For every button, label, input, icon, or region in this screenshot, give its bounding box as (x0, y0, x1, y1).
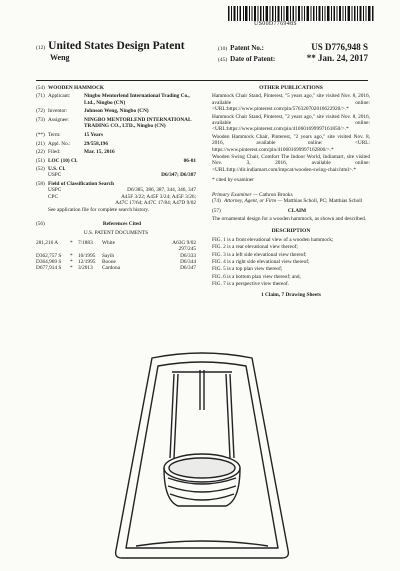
figure-description: FIG. 3 is a left side elevational view thereof; (212, 251, 307, 258)
field-code: (**) (36, 132, 45, 139)
assignee: NINGBO MENTORLEND INTERNATIONAL TRADING CO., LTD., Ningbo (CN) (84, 116, 192, 130)
publications-column (212, 85, 370, 298)
field-code: (12) (36, 45, 46, 51)
filed-date: Mar. 15, 2016 (84, 149, 115, 156)
patent-date-label: Date of Patent: (230, 55, 276, 63)
ref-class: D6/333 (180, 252, 196, 259)
figure-description: FIG. 7 is a perspective view thereof. (212, 281, 290, 288)
patent-number: US D776,948 S (311, 42, 368, 52)
us-class: D6/347; D6/387 (161, 172, 196, 179)
field-label: Inventor: (48, 108, 68, 115)
patent-number-row (218, 42, 368, 53)
publication-entry: Hammock Chair Stand, Pinterest, "2 years ago," site visited Nov. 8, 2016, available online: <URL:https://www.pinterest.com/pin/410601699997161850/>.* (212, 113, 370, 133)
field-code: (10) (218, 46, 228, 52)
field-label: USPC (48, 187, 62, 194)
search-uspc: D6/385, 386, 387, 344, 346, 347 (127, 187, 196, 194)
ref-number: 281,216 A (36, 239, 59, 246)
applicant: Ningbo Mentorlend International Trading Co., Ltd., Ningbo (CN) (84, 93, 190, 106)
figure-description: FIG. 4 is a right side elevational view thereof; (212, 258, 310, 265)
claim-text: The ornamental design for a wooden hammock, as shown and described. (212, 215, 367, 222)
field-57 (212, 208, 370, 214)
ref-star: * (70, 239, 73, 246)
figure-description: FIG. 1 is a front elevational view of a wooden hammock; (212, 236, 334, 243)
reference-row (36, 240, 196, 246)
field-code: (22) (36, 149, 45, 156)
field-label: Attorney, Agent, or Firm (224, 198, 277, 205)
header-divider (36, 80, 368, 81)
ref-class-2: 297/245 (178, 246, 196, 253)
barcode (228, 6, 374, 21)
ref-name: White (102, 239, 115, 246)
claims-summary: 1 Claim, 7 Drawing Sheets (261, 291, 321, 298)
field-code: (51) (36, 157, 45, 164)
search-cpc-1: A45F 3/22; A45F 3/24; A45F 3/26; (121, 193, 196, 200)
field-label: Filed: (48, 149, 61, 156)
field-code: (71) (36, 93, 45, 100)
ref-number: D362,757 S (36, 252, 62, 259)
field-label: Appl. No.: (48, 140, 71, 147)
field-term (36, 132, 196, 138)
attorney: (74) Attorney, Agent, or Firm — Matthias Scholl, PC; Matthias Scholl (212, 198, 363, 205)
ref-star: * (70, 258, 73, 265)
field-label: Primary Examiner (212, 191, 252, 198)
primary-examiner: Primary Examiner — Cathron Brooks (212, 191, 293, 198)
field-code: (58) (36, 180, 45, 187)
field-52-uspc (36, 172, 196, 178)
ref-name: Boone (102, 258, 116, 265)
field-code: (45) (218, 57, 228, 63)
header-left (36, 40, 185, 62)
field-code: (52) (36, 166, 45, 173)
references-list (36, 240, 196, 272)
figure-description: FIG. 6 is a bottom plan view thereof; and, (212, 273, 301, 280)
date-marker: ** (306, 53, 316, 63)
references-cited-title: References Cited (102, 220, 142, 227)
ref-name: Sayih (102, 252, 115, 259)
field-code: (56) (36, 220, 45, 227)
field-72 (36, 108, 196, 114)
field-code: (54) (36, 85, 45, 91)
search-cpc-2: A47C 17/64; A47C 17/84; A47D 9/02 (115, 200, 196, 207)
term: 15 Years (84, 132, 104, 139)
field-label: Field of Classification Search (48, 180, 114, 187)
field-22 (36, 149, 196, 155)
hammock-drawing (112, 350, 292, 565)
document-number: US00D776948S (254, 21, 297, 27)
field-label: Applicant: (48, 93, 71, 100)
reference-row (36, 265, 196, 271)
us-patent-documents-title: U.S. PATENT DOCUMENTS (83, 230, 149, 237)
classification-search (36, 187, 196, 213)
ref-class: D6/347 (180, 265, 196, 272)
patent-title-line (36, 40, 185, 52)
ref-date: 12/1995 (78, 258, 96, 265)
publication-entry: Wooden Swing Chair, Comfort The Indoor World, Indiamart, site visited Nov. 3, 2016, available online: <URL:http://dir.indiamart.com/impcat/wooden-swing-chair.html>.* (212, 154, 370, 173)
application-number: 29/558,196 (84, 140, 108, 147)
field-label: LOC (10) Cl. (48, 157, 78, 164)
patent-number-label: Patent No.: (230, 44, 264, 52)
ref-number: D677,914 S (36, 265, 62, 272)
figure-description: FIG. 5 is a top plan view thereof; (212, 266, 283, 273)
field-code: (72) (36, 108, 45, 115)
field-21 (36, 141, 196, 147)
description-title: DESCRIPTION (271, 228, 311, 235)
ref-star: * (70, 265, 73, 272)
field-label: Assignee: (48, 116, 69, 123)
ref-class: D6/344 (180, 258, 196, 265)
figure-description: FIG. 2 is a rear elevational view thereof; (212, 244, 298, 251)
patent-date-row (218, 53, 368, 64)
field-label: U.S. Cl. (48, 166, 66, 173)
ref-date: 10/1995 (78, 252, 96, 259)
header-right (218, 42, 368, 64)
field-label: Term: (48, 132, 61, 139)
attorney-name: Matthias Scholl, PC; Matthias Scholl (283, 198, 363, 205)
ref-number: D364,969 S (36, 258, 62, 265)
field-code: (21) (36, 140, 45, 147)
field-code: (74) (212, 198, 221, 205)
patent-type-title: United States Design Patent (48, 40, 185, 52)
field-56 (36, 221, 196, 227)
ref-name: Cardona (102, 265, 120, 272)
invention-title: WOODEN HAMMOCK (48, 85, 105, 91)
inventor-short: Weng (50, 53, 70, 62)
field-73 (36, 117, 196, 130)
ref-date: 3/2013 (78, 265, 93, 272)
inventor: Johnson Weng, Ningbo (CN) (84, 108, 149, 115)
field-code: (73) (36, 116, 45, 123)
publication-entry: Wooden Hammock Chair, Pinterest, "2 years ago," site visited Nov. 8, 2016, available online: <URL: https://www.pinterest.com/pin/410601699997162800/>.* (212, 133, 370, 153)
claim-title: CLAIM (287, 207, 307, 214)
search-note: See application file for complete search history. (48, 206, 149, 213)
cited-by-examiner: * cited by examiner (212, 177, 254, 184)
other-publications-title: OTHER PUBLICATIONS (259, 85, 323, 91)
field-label: CPC (48, 193, 59, 200)
publication-entry: Hammock Chair Stand, Pinterest, "5 years ago," site visited Nov. 8, 2016, available online: <URL:https://www.pinterest.com/pin/576320702016622920/>.* (212, 93, 370, 113)
ref-date: 7/1883 (78, 239, 93, 246)
loc-class: 06-01 (183, 157, 196, 164)
ref-star: * (70, 252, 73, 259)
ref-class: A63G 9/02 (172, 239, 196, 246)
field-51 (36, 158, 196, 164)
field-code: (57) (212, 207, 221, 214)
field-label: USPC (48, 172, 62, 179)
field-54 (36, 85, 196, 91)
bibliographic-column (36, 85, 196, 272)
primary-examiner-name: Cathron Brooks (258, 191, 293, 198)
field-71 (36, 93, 196, 106)
patent-date: Jan. 24, 2017 (317, 53, 368, 63)
